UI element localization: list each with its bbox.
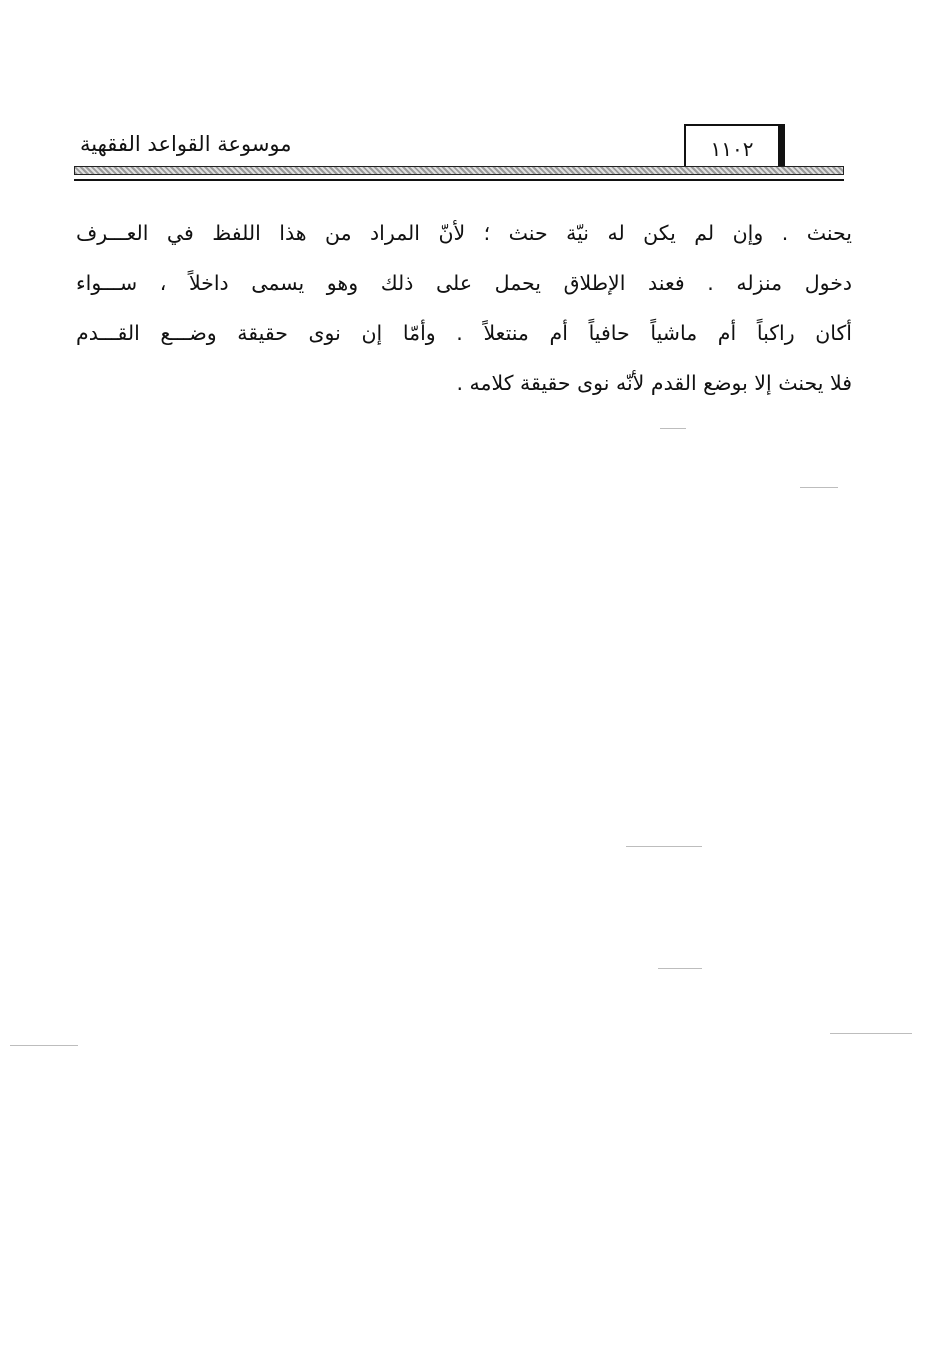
page-header xyxy=(74,118,844,188)
scan-speck xyxy=(658,968,702,969)
scan-speck xyxy=(800,487,838,488)
scan-speck xyxy=(10,1045,78,1046)
running-title: موسوعة القواعد الفقهية xyxy=(80,132,292,156)
scan-speck xyxy=(830,1033,912,1034)
body-line: يحنث . وإن لم يكن له نيّة حنث ؛ لأنّ المراد من هذا اللفظ في العـــرف xyxy=(76,221,852,245)
scan-speck xyxy=(660,428,686,429)
body-line: فلا يحنث إلا بوضع القدم لأنّه نوى حقيقة كلامه . xyxy=(456,371,852,395)
scan-speck xyxy=(626,846,702,847)
body-paragraph xyxy=(76,208,852,408)
page-number: ١١٠٢ xyxy=(684,124,780,174)
header-rule-line xyxy=(74,179,844,181)
header-rule-band xyxy=(74,166,844,175)
body-line: دخول منزله . فعند الإطلاق يحمل على ذلك وهو يسمى داخلاً ، ســـواء xyxy=(76,271,852,295)
body-line: أكان راكباً أم ماشياً حافياً أم منتعلاً . وأمّا إن نوى حقيقة وضـــع القـــدم xyxy=(76,321,852,345)
